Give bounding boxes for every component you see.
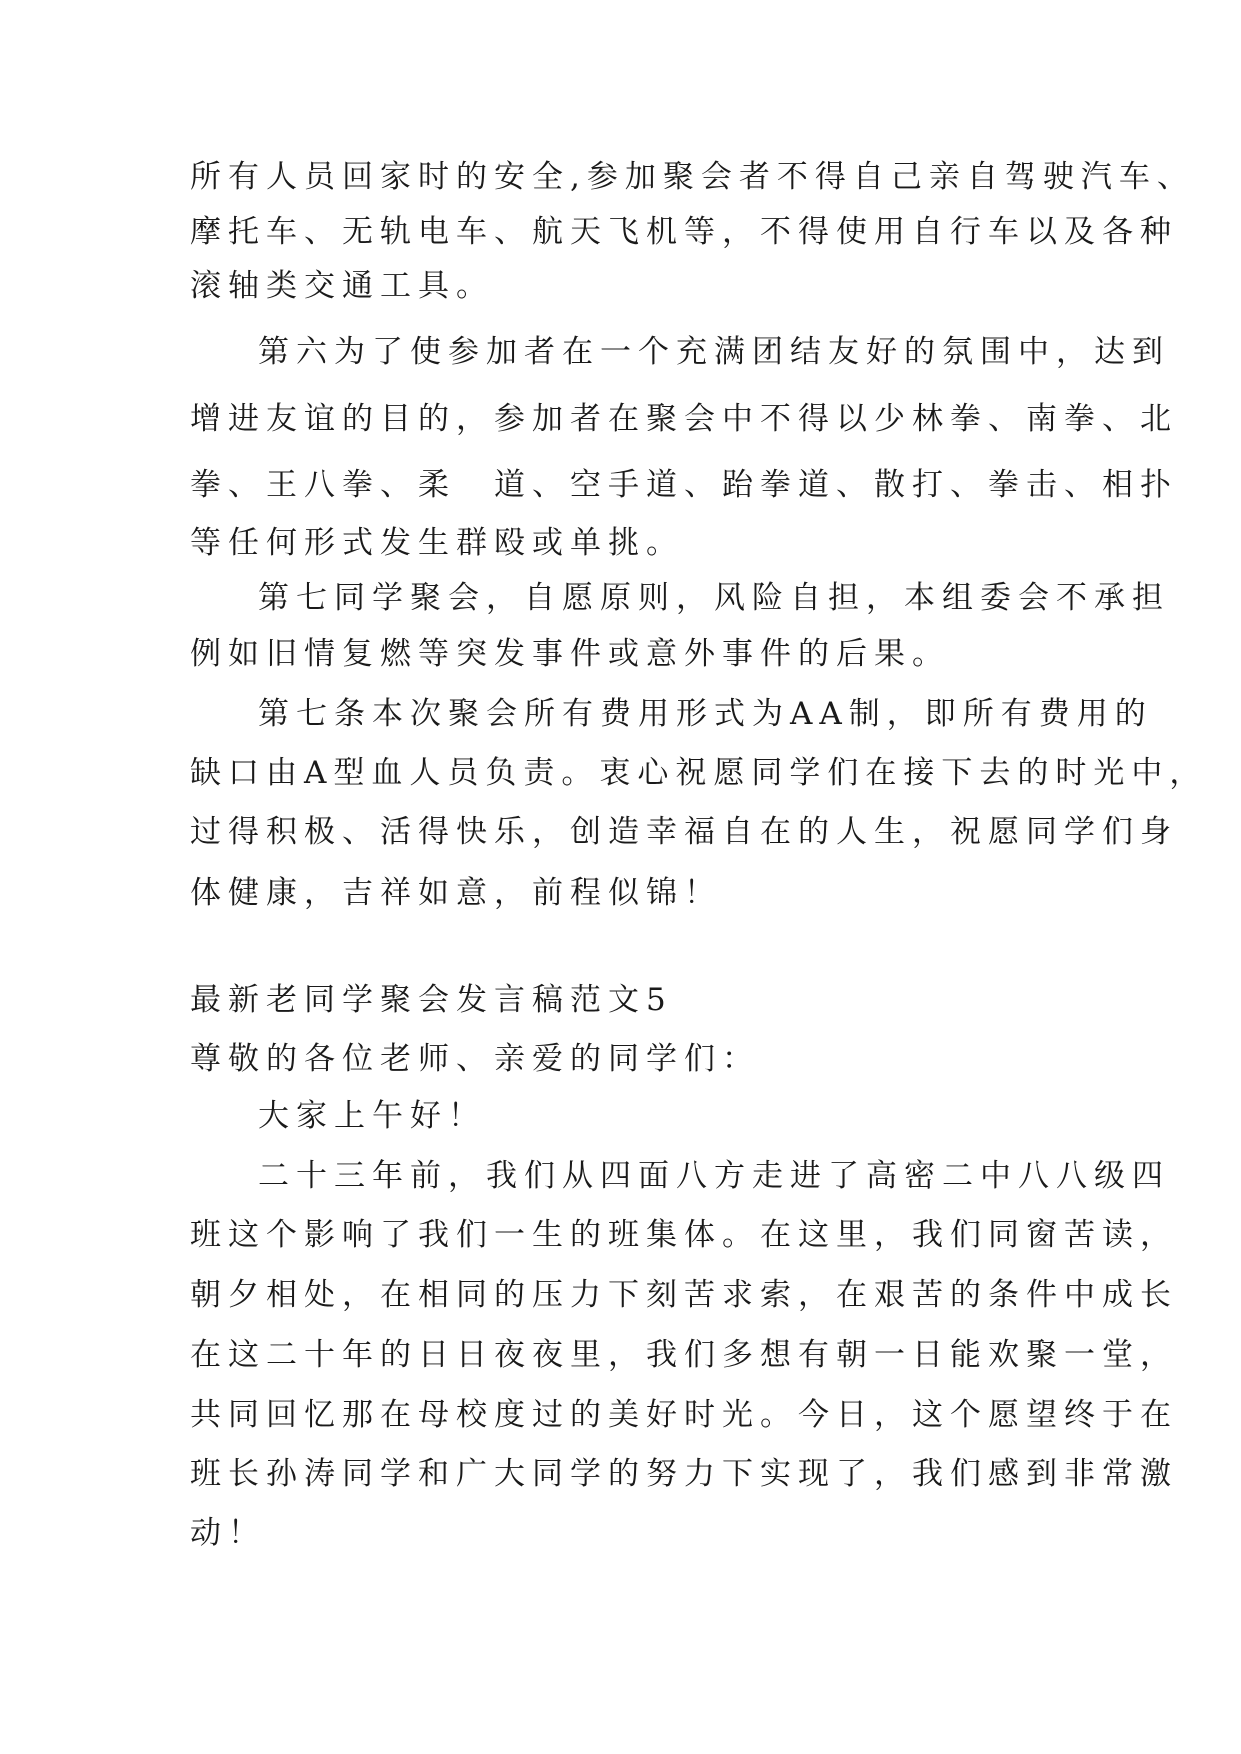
paragraph-line: 例如旧情复燃等突发事件或意外事件的后果。 (190, 636, 950, 672)
paragraph-line: 过得积极、活得快乐，创造幸福自在的人生，祝愿同学们身 (190, 814, 1178, 850)
greeting: 大家上午好！ (258, 1098, 486, 1134)
paragraph-line: 滚轴类交通工具。 (190, 268, 494, 304)
paragraph-line: 摩托车、无轨电车、航天飞机等，不得使用自行车以及各种 (190, 214, 1178, 250)
paragraph-line: 朝夕相处，在相同的压力下刻苦求索，在艰苦的条件中成长 (190, 1277, 1178, 1313)
paragraph-line: 第七同学聚会，自愿原则，风险自担，本组委会不承担 (258, 580, 1170, 616)
paragraph-line: 班长孙涛同学和广大同学的努力下实现了，我们感到非常激 (190, 1456, 1178, 1492)
paragraph-line: 在这二十年的日日夜夜里，我们多想有朝一日能欢聚一堂， (190, 1337, 1178, 1373)
section-heading: 最新老同学聚会发言稿范文5 (190, 982, 673, 1018)
paragraph-line: 第七条本次聚会所有费用形式为AA制，即所有费用的 (258, 696, 1153, 732)
salutation: 尊敬的各位老师、亲爱的同学们： (190, 1041, 760, 1077)
paragraph-line: 二十三年前，我们从四面八方走进了高密二中八八级四 (258, 1158, 1170, 1194)
paragraph-line: 共同回忆那在母校度过的美好时光。今日，这个愿望终于在 (190, 1397, 1178, 1433)
paragraph-line: 增进友谊的目的，参加者在聚会中不得以少林拳、南拳、北 (190, 401, 1178, 437)
paragraph-line: 班这个影响了我们一生的班集体。在这里，我们同窗苦读， (190, 1217, 1178, 1253)
paragraph-line: 体健康，吉祥如意，前程似锦！ (190, 875, 722, 911)
paragraph-line: 拳、王八拳、柔 道、空手道、跆拳道、散打、拳击、相扑 (190, 467, 1178, 503)
paragraph-line: 第六为了使参加者在一个充满团结友好的氛围中，达到 (258, 334, 1170, 370)
paragraph-line: 缺口由A型血人员负责。衷心祝愿同学们在接下去的时光中， (190, 755, 1208, 791)
paragraph-line: 等任何形式发生群殴或单挑。 (190, 525, 684, 561)
paragraph-line: 动！ (190, 1515, 266, 1551)
paragraph-line: 所有人员回家时的安全,参加聚会者不得自己亲自驾驶汽车、 (190, 159, 1195, 195)
